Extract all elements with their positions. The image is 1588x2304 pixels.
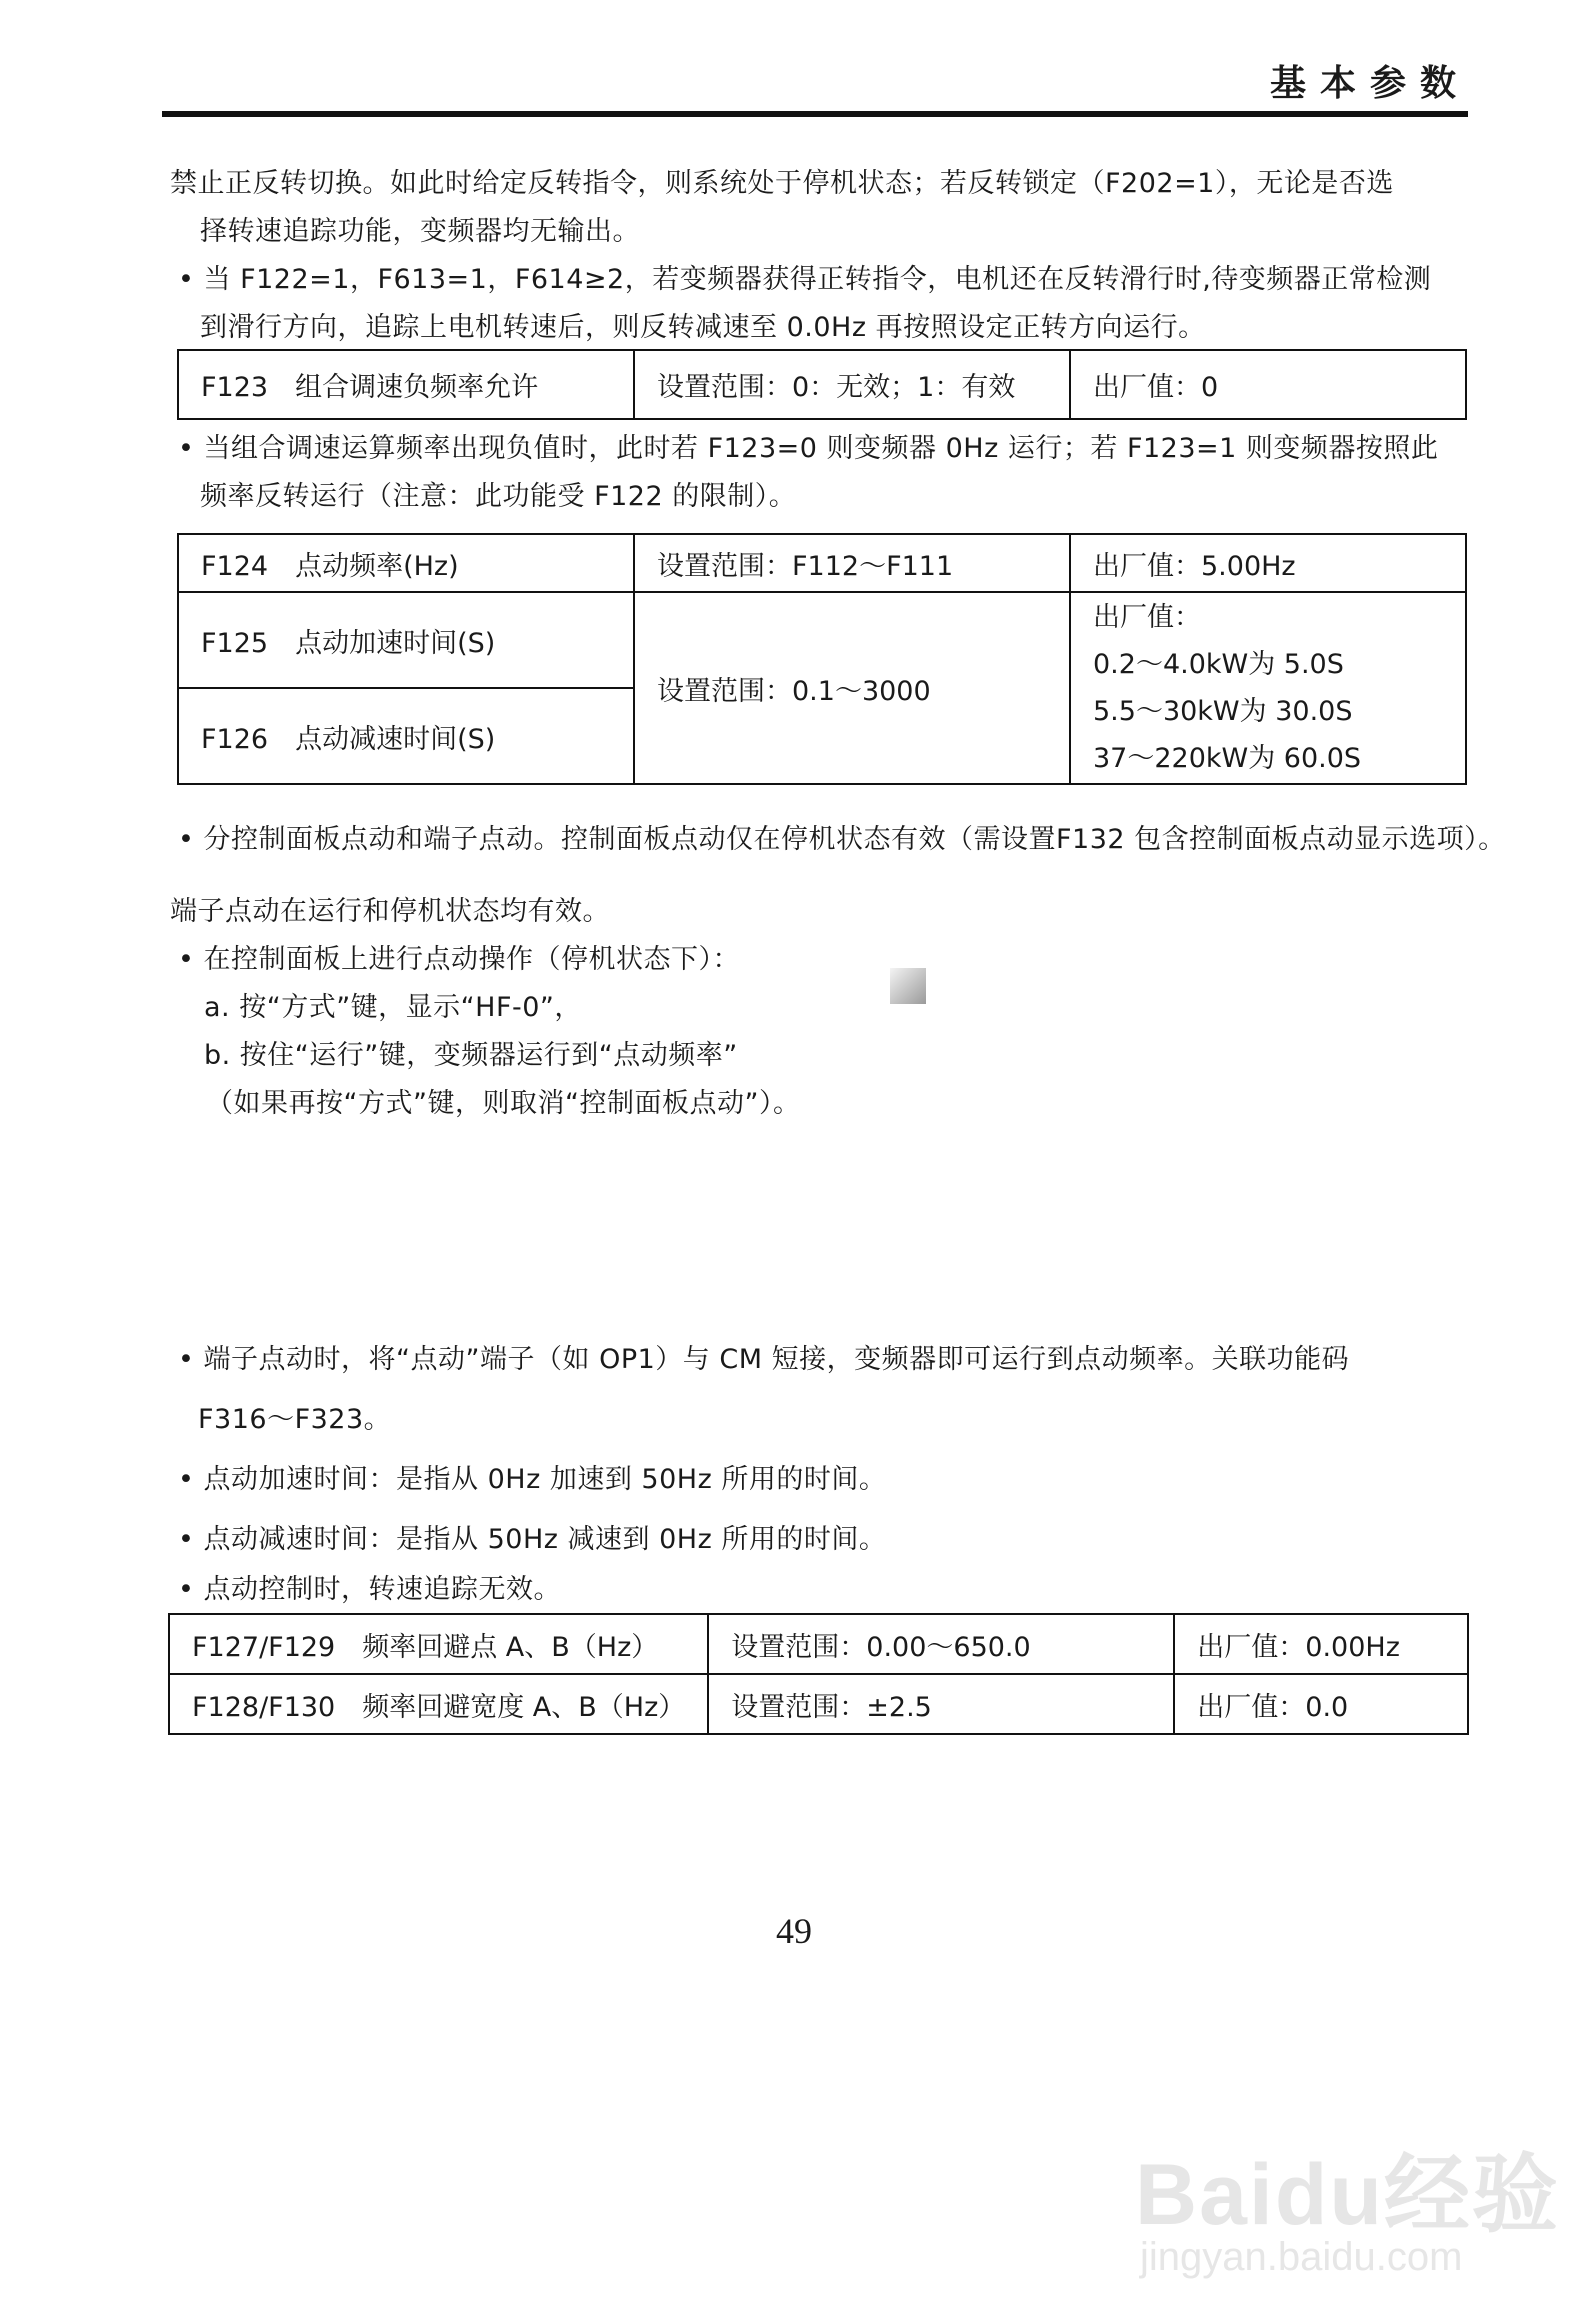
param-default-cell: 出厂值：5.00Hz (1070, 534, 1466, 592)
image-placeholder (890, 968, 926, 1004)
text-line: • 当 F122=1，F613=1，F614≥2，若变频器获得正转指令，电机还在反转滑行时,待变频器正常检测 (178, 264, 1432, 295)
param-name-cell: F125 点动加速时间(S) (178, 592, 634, 688)
text-line: F316～F323。 (198, 1404, 392, 1435)
section-title: 基本参数 (1269, 63, 1470, 104)
table-row (169, 1674, 1468, 1734)
param-name-cell: F126 点动减速时间(S) (178, 688, 634, 784)
param-range-cell: 设置范围：±2.5 (708, 1674, 1174, 1734)
param-name-cell: F127/F129 频率回避点 A、B（Hz） (169, 1614, 708, 1674)
page-number: 49 (776, 1911, 812, 1951)
text-line: 频率反转运行（注意：此功能受 F122 的限制）。 (200, 481, 797, 512)
default-line: 37～220kW为 60.0S (1093, 743, 1362, 774)
text-line: （如果再按“方式”键，则取消“控制面板点动”）。 (206, 1088, 801, 1119)
bullet-f123 (178, 425, 1438, 521)
text-line: • 点动减速时间：是指从 50Hz 减速到 0Hz 所用的时间。 (178, 1524, 887, 1555)
text-line: 禁止正反转切换。如此时给定反转指令，则系统处于停机状态；若反转锁定（F202=1），无论是否选 (170, 168, 1394, 199)
param-table-f123 (177, 349, 1467, 420)
param-table-jog (177, 533, 1467, 785)
text-line: 到滑行方向，追踪上电机转速后，则反转减速至 0.0Hz 再按照设定正转方向运行。 (200, 312, 1206, 343)
param-name-cell: F123 组合调速负频率允许 (178, 350, 634, 419)
param-default-cell (1070, 592, 1466, 784)
bullet-f122 (178, 256, 1431, 352)
param-name-cell: F128/F130 频率回避宽度 A、B（Hz） (169, 1674, 708, 1734)
header-rule (162, 111, 1468, 117)
table-row (178, 592, 1466, 688)
table-row (178, 350, 1466, 419)
table-row (169, 1614, 1468, 1674)
param-default-cell: 出厂值：0 (1070, 350, 1466, 419)
text-line: • 端子点动时，将“点动”端子（如 OP1）与 CM 短接，变频器即可运行到点动频率。关联功能码 (178, 1344, 1350, 1375)
text-line: a. 按“方式”键，显示“HF-0”， (204, 992, 582, 1023)
text-line: • 点动加速时间：是指从 0Hz 加速到 50Hz 所用的时间。 (178, 1464, 887, 1495)
default-line: 出厂值： (1093, 602, 1201, 633)
default-line: 5.5～30kW为 30.0S (1093, 696, 1353, 727)
paragraph-panel-jog (170, 888, 800, 1128)
param-range-cell: 设置范围：0.00～650.0 (708, 1614, 1174, 1674)
text-line: • 当组合调速运算频率出现负值时，此时若 F123=0 则变频器 0Hz 运行；若 F123=1 则变频器按照此 (178, 433, 1439, 464)
param-range-cell: 设置范围：0：无效；1：有效 (634, 350, 1070, 419)
watermark-url: jingyan.baidu.com (1140, 2235, 1463, 2279)
table-row (178, 534, 1466, 592)
default-line: 0.2～4.0kW为 5.0S (1093, 649, 1344, 680)
param-default-cell: 出厂值：0.00Hz (1174, 1614, 1468, 1674)
param-range-cell: 设置范围：F112～F111 (634, 534, 1070, 592)
watermark-logo: Baidu经验 (1135, 2147, 1560, 2243)
bullet-jog-types (178, 816, 1506, 864)
param-range-cell: 设置范围：0.1～3000 (634, 592, 1070, 784)
param-table-skip-freq (168, 1613, 1469, 1735)
text-line: • 分控制面板点动和端子点动。控制面板点动仅在停机状态有效（需设置F132 包含控制面板点动显示选项）。 (178, 824, 1506, 855)
text-line: • 点动控制时，转速追踪无效。 (178, 1574, 562, 1605)
param-name-cell: F124 点动频率(Hz) (178, 534, 634, 592)
paragraph-reverse-lock (170, 160, 1394, 256)
bullet-terminal-jog (178, 1330, 1349, 1610)
text-line: 端子点动在运行和停机状态均有效。 (170, 896, 610, 927)
text-line: • 在控制面板上进行点动操作（停机状态下）： (178, 944, 741, 975)
text-line: 择转速追踪功能，变频器均无输出。 (200, 216, 640, 247)
text-line: b. 按住“运行”键，变频器运行到“点动频率” (204, 1040, 738, 1071)
param-default-cell: 出厂值：0.0 (1174, 1674, 1468, 1734)
